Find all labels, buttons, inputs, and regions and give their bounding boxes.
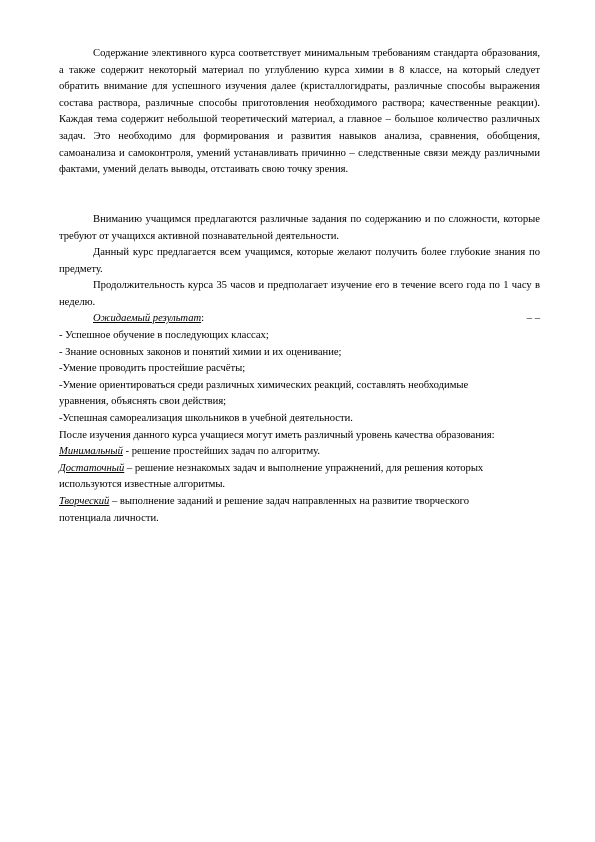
paragraph-course-content: Содержание элективного курса соответствует минимальным требованиям стандарта образования, а также содержит некоторый материал по углублению курса химии в 8 классе, на который следует обратить внимание для успешного изучения далее (кристаллогидраты, различные способы выражения состава раствора, различные способы приготовления необходимого раствора; качественные реакции). Каждая тема содержит небольшой теоретический материал, а главное – большое количество различных задач. Это необходимо для формирования и развития навыков анализа, сравнения, обобщения, самоанализа и самоконтроля, умений устанавливать причинно – следственные связи между различными фактами, умений делать выводы, отстаивать свою точку зрения. [59,48,540,176]
results-list [59,328,519,527]
level-item-sufficient [59,461,519,494]
expected-results-colon: : [201,313,205,324]
levels-intro: После изучения данного курса учащиеся могут иметь различный уровень качества образования: [59,429,495,441]
level-name: Творческий [59,495,110,507]
level-text: – выполнение заданий и решение задач направленных на развитие творческого потенциала личности. [59,495,470,524]
result-item: -Успешная самореализация школьников в учебной деятельности. [59,412,353,424]
result-item: - Знание основных законов и понятий химии и их оценивание; [59,346,342,358]
level-item-creative [59,494,519,527]
level-item-minimal [59,444,519,461]
paragraph-duration: Продолжительность курса 35 часов и предполагает изучение его в течение всего года по 1 часу в неделю. [59,280,540,308]
expected-results-heading [59,311,540,328]
level-name: Достаточный [59,462,125,474]
result-item: -Умение проводить простейшие расчёты; [59,363,246,375]
level-text: – решение незнакомых задач и выполнение упражнений, для решения которых используются известные алгоритмы. [59,462,484,491]
level-text: - решение простейших задач по алгоритму. [122,446,321,458]
result-item: - Успешное обучение в последующих классах; [59,330,269,341]
expected-results-trailing-dashes: – – [526,313,540,324]
expected-results-title: Ожидаемый результат [93,313,202,324]
result-item: -Умение ориентироваться среди различных химических реакций, составлять необходимые уравнения, объяснять свои действия; [59,379,469,408]
paragraph-tasks: Вниманию учащимся предлагаются различные задания по содержанию и по сложности, которые требуют от учащихся активной познавательной деятельности. [59,214,540,242]
paragraph-audience: Данный курс предлагается всем учащимся, которые желают получить более глубокие знания по предмету. [59,247,540,275]
level-name: Минимальный [59,446,123,458]
